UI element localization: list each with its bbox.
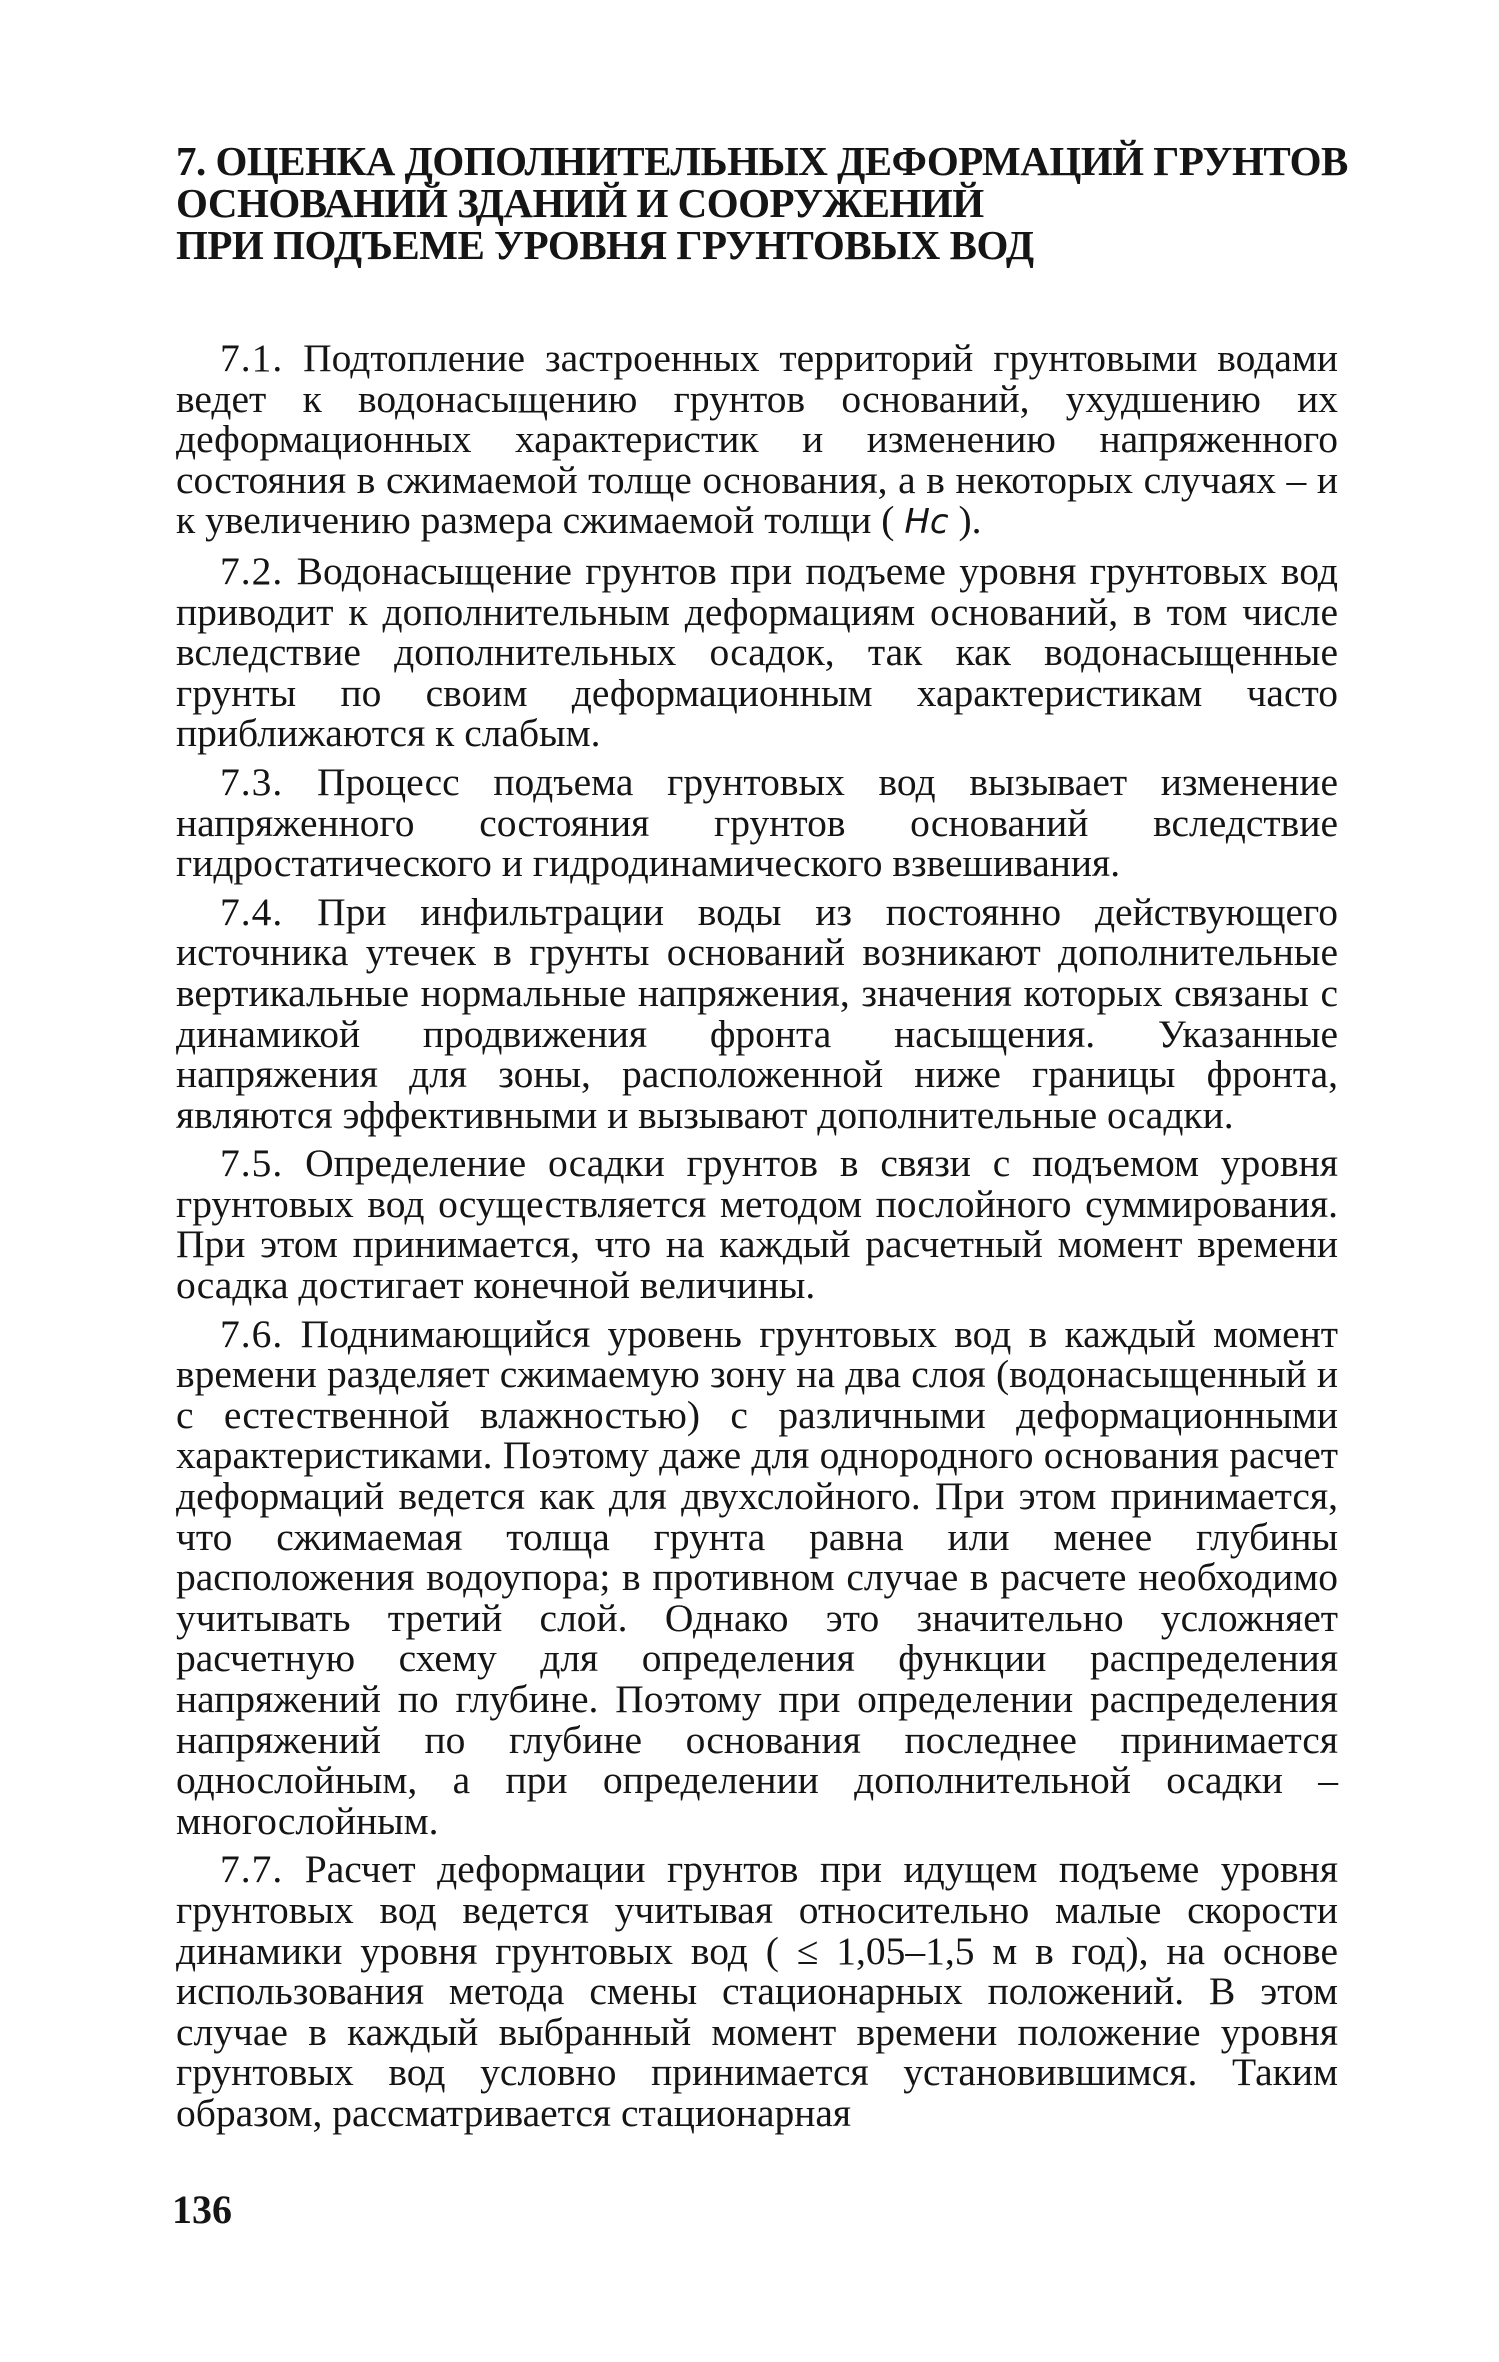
paragraph-text: Подтопление застроенных территорий грунтовыми водами ведет к водонасыщению грунтов оснований, ухудшению их деформационных характеристик и изменению напряженного состояния в сжимаемой толще основания, а в некоторых случаях – и к увеличению размера сжимаемой толщи ( bbox=[176, 336, 1338, 543]
paragraph-7-7 bbox=[176, 1849, 1338, 2133]
section-heading bbox=[176, 138, 1348, 268]
paragraph-tail: ). bbox=[958, 498, 982, 543]
paragraph-number: 7.5. bbox=[220, 1141, 284, 1186]
paragraph-7-5 bbox=[176, 1141, 1338, 1308]
symbol-hc: Hc bbox=[904, 502, 949, 543]
paragraph-7-6 bbox=[176, 1311, 1339, 1843]
paragraph-text: Определение осадки грунтов в связи с подъемом уровня грунтовых вод осуществляется методом послойного суммирования. При этом принимается, что на каждый расчетный момент времени осадка достигает конечной величины. bbox=[176, 1141, 1338, 1308]
heading-line-1: 7. ОЦЕНКА ДОПОЛНИТЕЛЬНЫХ ДЕФОРМАЦИЙ ГРУНТОВ bbox=[176, 138, 1348, 184]
paragraph-7-2 bbox=[176, 548, 1338, 756]
document-page bbox=[176, 138, 1348, 2142]
paragraph-7-4 bbox=[176, 889, 1339, 1137]
page-number: 136 bbox=[172, 2187, 232, 2232]
paragraph-number: 7.1. bbox=[220, 336, 284, 380]
paragraph-number: 7.6. bbox=[220, 1311, 284, 1356]
paragraph-number: 7.7. bbox=[220, 1847, 284, 1892]
heading-line-3: ПРИ ПОДЪЕМЕ УРОВНЯ ГРУНТОВЫХ ВОД bbox=[176, 222, 1034, 268]
paragraph-number: 7.2. bbox=[220, 548, 284, 593]
paragraph-text: Процесс подъема грунтовых вод вызывает изменение напряженного состояния грунтов оснований вследствие гидростатического и гидродинамического взвешивания. bbox=[176, 759, 1338, 886]
paragraph-text: При инфильтрации воды из постоянно действующего источника утечек в грунты оснований возникают дополнительные вертикальные нормальные напряжения, значения которых связаны с динамикой продвижения фронта насыщения. Указанные напряжения для зоны, расположенной ниже границы фронта, являются эффективными и вызывают дополнительные осадки. bbox=[176, 889, 1339, 1137]
paragraph-number: 7.3. bbox=[220, 759, 284, 804]
paragraph-text: Расчет деформации грунтов при идущем подъеме уровня грунтовых вод ведется учитывая относительно малые скорости динамики уровня грунтовых вод ( ≤ 1,05–1,5 м в год), на основе использования метода смены стационарных положений. В этом случае в каждый выбранный момент времени положение уровня грунтовых вод условно принимается установившимся. Таким образом, рассматривается стационарная bbox=[176, 1847, 1338, 2135]
paragraph-number: 7.4. bbox=[220, 889, 284, 934]
paragraph-text: Поднимающийся уровень грунтовых вод в каждый момент времени разделяет сжимаемую зону на два слоя (водонасыщенный и с естественной влажностью) с различными деформационными характеристиками. Поэтому даже для однородного основания расчет деформаций ведется как для двухслойного. При этом принимается, что сжимаемая толща грунта равна или менее глубины расположения водоупора; в противном случае в расчете необходимо учитывать третий слой. Однако это значительно усложняет расчетную схему для определения функции распределения напряжений по глубине. Поэтому при определении распределения напряжений по глубине основания последнее принимается однослойным, а при определении дополнительной осадки – многослойным. bbox=[176, 1311, 1339, 1843]
heading-line-2: ОСНОВАНИЙ ЗДАНИЙ И СООРУЖЕНИЙ bbox=[176, 180, 984, 226]
paragraph-text: Водонасыщение грунтов при подъеме уровня грунтовых вод приводит к дополнительным деформациям оснований, в том числе вследствие дополнительных осадок, так как водонасыщенные грунты по своим деформационным характеристикам часто приближаются к слабым. bbox=[176, 548, 1338, 756]
paragraph-7-3 bbox=[176, 759, 1338, 886]
paragraph-7-1 bbox=[176, 338, 1338, 543]
